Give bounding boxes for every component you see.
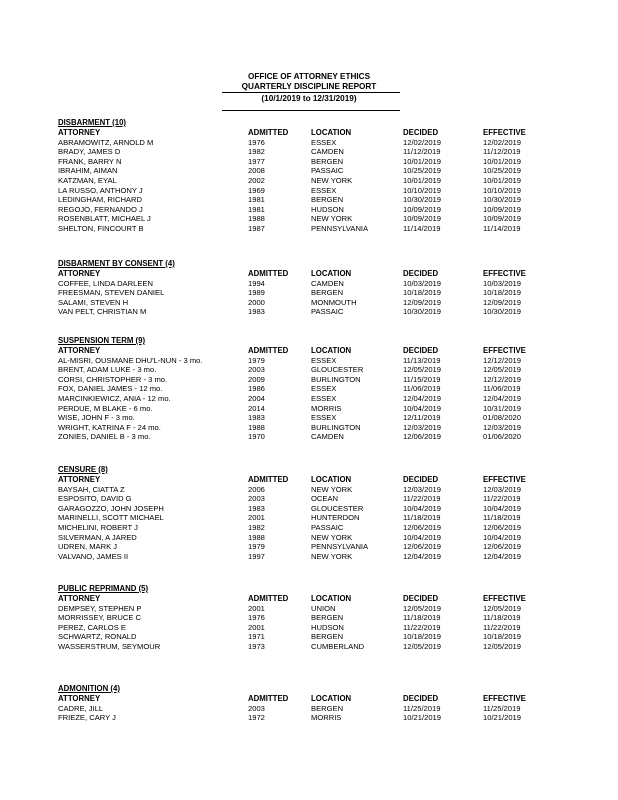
table-row: [58, 494, 558, 504]
column-header: ATTORNEY: [58, 269, 101, 278]
table-cell: 12/06/2019: [403, 522, 442, 532]
table-cell: 12/02/2019: [483, 137, 522, 147]
table-cell: PASSAIC: [311, 166, 344, 176]
section: [58, 118, 558, 234]
table-cell: CAMDEN: [311, 278, 344, 288]
column-header: ATTORNEY: [58, 128, 101, 137]
table-cell: 2004: [248, 393, 265, 403]
table-row: [58, 552, 558, 562]
column-header: EFFECTIVE: [483, 594, 526, 603]
table-cell: 10/18/2019: [483, 632, 522, 642]
table-row: [58, 604, 558, 614]
table-cell: 10/09/2019: [483, 204, 522, 214]
column-header: DECIDED: [403, 694, 439, 703]
table-cell: 11/12/2019: [483, 147, 521, 157]
table-row: [58, 384, 558, 394]
table-cell: 12/05/2019: [403, 603, 442, 613]
table-cell: WISE, JOHN F - 3 mo.: [58, 413, 135, 423]
section: [58, 336, 558, 442]
table-cell: 1994: [248, 278, 265, 288]
table-cell: 10/09/2019: [403, 204, 442, 214]
table-cell: ABRAMOWITZ, ARNOLD M: [58, 137, 154, 147]
section-title: SUSPENSION TERM (9): [58, 336, 146, 345]
table-row: [58, 632, 558, 642]
table-cell: 10/01/2019: [483, 175, 522, 185]
table-row: [58, 404, 558, 414]
table-cell: 1983: [248, 307, 265, 317]
table-row: [58, 195, 558, 205]
table-cell: 12/11/2019: [403, 413, 441, 423]
table-cell: CADRE, JILL: [58, 703, 104, 713]
table-cell: FOX, DANIEL JAMES - 12 mo.: [58, 384, 163, 394]
table-cell: 10/18/2019: [403, 632, 442, 642]
table-row: [58, 413, 558, 423]
table-cell: CORSI, CHRISTOPHER - 3 mo.: [58, 374, 168, 384]
table-cell: IBRAHIM, AIMAN: [58, 166, 118, 176]
table-row: [58, 704, 558, 714]
table-cell: 11/25/2019: [403, 703, 441, 713]
table-cell: 12/03/2019: [403, 484, 442, 494]
table-cell: HUDSON: [311, 204, 344, 214]
column-header: LOCATION: [311, 128, 352, 137]
table-cell: 12/06/2019: [483, 542, 522, 552]
table-cell: ESSEX: [311, 137, 337, 147]
table-cell: 1987: [248, 223, 265, 233]
table-cell: ZONIES, DANIEL B - 3 mo.: [58, 432, 151, 442]
column-header: DECIDED: [403, 128, 439, 137]
table-cell: CUMBERLAND: [311, 641, 365, 651]
table-cell: 2006: [248, 484, 265, 494]
table-cell: ESSEX: [311, 185, 337, 195]
column-header: EFFECTIVE: [483, 128, 526, 137]
table-cell: 11/22/2019: [403, 622, 441, 632]
table-cell: BERGEN: [311, 156, 344, 166]
table-cell: SHELTON, FINCOURT B: [58, 223, 144, 233]
column-header: ADMITTED: [248, 269, 289, 278]
table-cell: 10/31/2019: [483, 403, 522, 413]
table-cell: WRIGHT, KATRINA F - 24 mo.: [58, 422, 161, 432]
table-cell: 1982: [248, 147, 265, 157]
table-cell: 01/06/2020: [483, 432, 522, 442]
table-cell: 1989: [248, 288, 265, 298]
table-cell: 11/22/2019: [483, 622, 521, 632]
table-cell: 2003: [248, 703, 265, 713]
table-cell: 2001: [248, 603, 265, 613]
table-cell: MARINELLI, SCOTT MICHAEL: [58, 513, 164, 523]
table-row: [58, 533, 558, 543]
table-cell: 12/06/2019: [403, 542, 442, 552]
column-header-row: [58, 694, 558, 704]
table-cell: 1970: [248, 432, 265, 442]
table-cell: 12/05/2019: [403, 641, 442, 651]
table-cell: BRADY, JAMES D: [58, 147, 121, 157]
table-cell: BERGEN: [311, 632, 344, 642]
table-row: [58, 613, 558, 623]
table-cell: NEW YORK: [311, 551, 353, 561]
table-cell: CAMDEN: [311, 432, 344, 442]
table-cell: 12/05/2019: [483, 641, 522, 651]
table-cell: 10/09/2019: [483, 214, 522, 224]
column-header: DECIDED: [403, 269, 439, 278]
table-cell: BAYSAH, CIATTA Z: [58, 484, 125, 494]
table-row: [58, 432, 558, 442]
table-cell: 11/06/2019: [403, 384, 441, 394]
column-header: ATTORNEY: [58, 694, 101, 703]
table-cell: 12/03/2019: [483, 484, 522, 494]
table-cell: PASSAIC: [311, 522, 344, 532]
table-row: [58, 214, 558, 224]
table-row: [58, 147, 558, 157]
table-cell: 1983: [248, 413, 265, 423]
column-header: EFFECTIVE: [483, 475, 526, 484]
table-cell: MORRIS: [311, 713, 342, 723]
table-cell: BERGEN: [311, 195, 344, 205]
table-cell: 2003: [248, 365, 265, 375]
table-cell: PEREZ, CARLOS E: [58, 622, 126, 632]
header-rule-top: [222, 92, 400, 93]
table-cell: 2000: [248, 297, 265, 307]
table-cell: VALVANO, JAMES II: [58, 551, 129, 561]
table-cell: 12/04/2019: [403, 393, 442, 403]
table-row: [58, 485, 558, 495]
table-cell: 1972: [248, 713, 265, 723]
table-row: [58, 176, 558, 186]
table-cell: 10/10/2019: [483, 185, 522, 195]
table-row: [58, 186, 558, 196]
table-cell: WASSERSTRUM, SEYMOUR: [58, 641, 161, 651]
header-rule-bottom: [222, 110, 400, 111]
column-header: ADMITTED: [248, 475, 289, 484]
table-cell: 11/25/2019: [483, 703, 521, 713]
section-title: PUBLIC REPRIMAND (5): [58, 584, 149, 593]
column-header: DECIDED: [403, 475, 439, 484]
table-cell: 10/04/2019: [483, 503, 522, 513]
table-cell: NEW YORK: [311, 532, 353, 542]
table-cell: DEMPSEY, STEPHEN P: [58, 603, 142, 613]
table-cell: 2003: [248, 494, 265, 504]
table-cell: BURLINGTON: [311, 374, 361, 384]
table-row: [58, 504, 558, 514]
table-cell: MICHELINI, ROBERT J: [58, 522, 138, 532]
column-header-row: [58, 128, 558, 138]
table-cell: 11/15/2019: [403, 374, 441, 384]
table-cell: NEW YORK: [311, 484, 353, 494]
column-header-row: [58, 594, 558, 604]
table-cell: 1983: [248, 503, 265, 513]
table-cell: 1988: [248, 214, 265, 224]
table-cell: VAN PELT, CHRISTIAN M: [58, 307, 147, 317]
table-cell: 12/12/2019: [483, 355, 522, 365]
column-header-row: [58, 475, 558, 485]
table-cell: OCEAN: [311, 494, 339, 504]
column-header: LOCATION: [311, 475, 352, 484]
table-row: [58, 298, 558, 308]
table-cell: GLOUCESTER: [311, 503, 364, 513]
table-cell: 1981: [248, 195, 265, 205]
table-cell: SCHWARTZ, RONALD: [58, 632, 137, 642]
table-cell: MORRIS: [311, 403, 342, 413]
table-cell: 10/30/2019: [483, 195, 522, 205]
section-title: CENSURE (8): [58, 465, 108, 474]
column-header: ATTORNEY: [58, 346, 101, 355]
table-cell: ESSEX: [311, 393, 337, 403]
table-cell: 10/04/2019: [403, 403, 442, 413]
section-title: DISBARMENT BY CONSENT (4): [58, 259, 175, 268]
table-cell: 1979: [248, 355, 265, 365]
section: [58, 684, 558, 723]
column-header: DECIDED: [403, 346, 439, 355]
table-row: [58, 423, 558, 433]
report-header: [0, 72, 618, 104]
table-cell: 10/09/2019: [403, 214, 442, 224]
table-row: [58, 288, 558, 298]
table-cell: 10/03/2019: [403, 278, 442, 288]
table-cell: LA RUSSO, ANTHONY J: [58, 185, 143, 195]
table-row: [58, 375, 558, 385]
table-cell: 10/04/2019: [403, 503, 442, 513]
column-header-row: [58, 269, 558, 279]
column-header: LOCATION: [311, 346, 352, 355]
table-cell: ROSENBLATT, MICHAEL J: [58, 214, 151, 224]
table-cell: 12/05/2019: [483, 603, 522, 613]
table-cell: ESSEX: [311, 384, 337, 394]
table-cell: NEW YORK: [311, 214, 353, 224]
table-cell: 1981: [248, 204, 265, 214]
table-row: [58, 542, 558, 552]
table-cell: GARAGOZZO, JOHN JOSEPH: [58, 503, 164, 513]
table-cell: 11/14/2019: [403, 223, 441, 233]
table-cell: 10/10/2019: [403, 185, 442, 195]
office-title: OFFICE OF ATTORNEY ETHICS: [247, 72, 371, 81]
table-cell: ESSEX: [311, 413, 337, 423]
table-cell: 11/06/2019: [483, 384, 521, 394]
column-header: LOCATION: [311, 594, 352, 603]
table-cell: SILVERMAN, A JARED: [58, 532, 137, 542]
table-cell: MARCINKIEWICZ, ANIA - 12 mo.: [58, 393, 171, 403]
report-period: (10/1/2019 to 12/31/2019): [261, 94, 357, 103]
table-cell: 12/03/2019: [403, 422, 442, 432]
table-cell: FRIEZE, CARY J: [58, 713, 116, 723]
table-cell: 10/30/2019: [483, 307, 522, 317]
table-cell: SALAMI, STEVEN H: [58, 297, 129, 307]
table-cell: 10/03/2019: [483, 278, 522, 288]
column-header: ADMITTED: [248, 128, 289, 137]
table-row: [58, 523, 558, 533]
table-row: [58, 205, 558, 215]
table-cell: 12/09/2019: [483, 297, 522, 307]
table-cell: 2009: [248, 374, 265, 384]
table-cell: 11/14/2019: [483, 223, 521, 233]
table-cell: 11/12/2019: [403, 147, 441, 157]
table-cell: 11/18/2019: [403, 613, 441, 623]
table-cell: 10/01/2019: [483, 156, 522, 166]
table-cell: 2014: [248, 403, 265, 413]
table-cell: 10/25/2019: [403, 166, 442, 176]
table-cell: NEW YORK: [311, 175, 353, 185]
table-cell: 1977: [248, 156, 265, 166]
table-cell: BERGEN: [311, 288, 344, 298]
table-cell: 1979: [248, 542, 265, 552]
table-cell: COFFEE, LINDA DARLEEN: [58, 278, 153, 288]
report-title: QUARTERLY DISCIPLINE REPORT: [241, 82, 377, 91]
table-row: [58, 365, 558, 375]
table-cell: 12/04/2019: [483, 551, 522, 561]
table-cell: BRENT, ADAM LUKE - 3 mo.: [58, 365, 157, 375]
table-cell: 10/04/2019: [403, 532, 442, 542]
table-cell: 11/22/2019: [483, 494, 521, 504]
table-cell: 12/03/2019: [483, 422, 522, 432]
table-cell: FRANK, BARRY N: [58, 156, 122, 166]
table-cell: PENNSYLVANIA: [311, 542, 369, 552]
table-row: [58, 166, 558, 176]
table-cell: 1986: [248, 384, 265, 394]
table-cell: UNION: [311, 603, 336, 613]
table-cell: 10/21/2019: [483, 713, 522, 723]
table-cell: 10/18/2019: [483, 288, 522, 298]
table-cell: 12/04/2019: [403, 551, 442, 561]
table-cell: 12/06/2019: [483, 522, 522, 532]
section: [58, 465, 558, 561]
table-cell: MORRISSEY, BRUCE C: [58, 613, 141, 623]
column-header: LOCATION: [311, 694, 352, 703]
table-cell: 10/30/2019: [403, 307, 442, 317]
table-cell: ESSEX: [311, 355, 337, 365]
table-cell: 1971: [248, 632, 265, 642]
table-cell: 10/01/2019: [403, 175, 442, 185]
table-cell: 12/02/2019: [403, 137, 442, 147]
column-header: ATTORNEY: [58, 594, 101, 603]
table-cell: 10/04/2019: [483, 532, 522, 542]
column-header: ATTORNEY: [58, 475, 101, 484]
table-row: [58, 713, 558, 723]
column-header: LOCATION: [311, 269, 352, 278]
section: [58, 259, 558, 317]
table-row: [58, 224, 558, 234]
table-cell: 2008: [248, 166, 265, 176]
table-cell: PASSAIC: [311, 307, 344, 317]
section-title: DISBARMENT (10): [58, 118, 127, 127]
table-cell: 11/18/2019: [483, 613, 521, 623]
table-cell: BURLINGTON: [311, 422, 361, 432]
table-cell: 10/18/2019: [403, 288, 442, 298]
table-row: [58, 138, 558, 148]
table-cell: 12/06/2019: [403, 432, 442, 442]
table-cell: PERDUE, M BLAKE - 6 mo.: [58, 403, 153, 413]
section: [58, 584, 558, 652]
table-cell: 1976: [248, 613, 265, 623]
table-cell: 11/22/2019: [403, 494, 441, 504]
table-cell: 1969: [248, 185, 265, 195]
table-cell: KATZMAN, EYAL: [58, 175, 117, 185]
table-cell: 12/05/2019: [403, 365, 442, 375]
table-cell: 2001: [248, 622, 265, 632]
table-row: [58, 513, 558, 523]
column-header: DECIDED: [403, 594, 439, 603]
table-row: [58, 642, 558, 652]
column-header-row: [58, 346, 558, 356]
table-cell: 10/30/2019: [403, 195, 442, 205]
table-cell: 1997: [248, 551, 265, 561]
table-cell: UDREN, MARK J: [58, 542, 118, 552]
table-cell: FREESMAN, STEVEN DANIEL: [58, 288, 165, 298]
table-row: [58, 307, 558, 317]
table-cell: CAMDEN: [311, 147, 344, 157]
table-cell: 2002: [248, 175, 265, 185]
table-cell: 1976: [248, 137, 265, 147]
column-header: ADMITTED: [248, 594, 289, 603]
column-header: ADMITTED: [248, 346, 289, 355]
column-header: EFFECTIVE: [483, 694, 526, 703]
table-cell: 10/21/2019: [403, 713, 442, 723]
table-cell: HUNTERDON: [311, 513, 360, 523]
table-cell: ESPOSITO, DAVID G: [58, 494, 132, 504]
table-cell: 2001: [248, 513, 265, 523]
table-cell: MONMOUTH: [311, 297, 357, 307]
table-row: [58, 394, 558, 404]
table-cell: 11/18/2019: [403, 513, 441, 523]
table-cell: 12/09/2019: [403, 297, 442, 307]
table-cell: 12/05/2019: [483, 365, 522, 375]
column-header: ADMITTED: [248, 694, 289, 703]
table-row: [58, 157, 558, 167]
table-cell: HUDSON: [311, 622, 344, 632]
table-cell: 11/18/2019: [483, 513, 521, 523]
section-title: ADMONITION (4): [58, 684, 120, 693]
table-cell: REGOJO, FERNANDO J: [58, 204, 143, 214]
table-cell: 12/12/2019: [483, 374, 522, 384]
table-cell: 12/04/2019: [483, 393, 522, 403]
table-row: [58, 623, 558, 633]
table-cell: 1982: [248, 522, 265, 532]
table-cell: 10/25/2019: [483, 166, 522, 176]
table-cell: BERGEN: [311, 613, 344, 623]
table-cell: 10/01/2019: [403, 156, 442, 166]
table-row: [58, 279, 558, 289]
table-cell: LEDINGHAM, RICHARD: [58, 195, 142, 205]
table-cell: 1988: [248, 422, 265, 432]
table-cell: AL-MISRI, OUSMANE DHU'L-NUN - 3 mo.: [58, 355, 203, 365]
table-cell: GLOUCESTER: [311, 365, 364, 375]
table-cell: BERGEN: [311, 703, 344, 713]
table-cell: 1973: [248, 641, 265, 651]
column-header: EFFECTIVE: [483, 269, 526, 278]
table-cell: 1988: [248, 532, 265, 542]
table-cell: PENNSYLVANIA: [311, 223, 369, 233]
column-header: EFFECTIVE: [483, 346, 526, 355]
table-cell: 01/08/2020: [483, 413, 522, 423]
table-row: [58, 356, 558, 366]
table-cell: 11/13/2019: [403, 355, 441, 365]
